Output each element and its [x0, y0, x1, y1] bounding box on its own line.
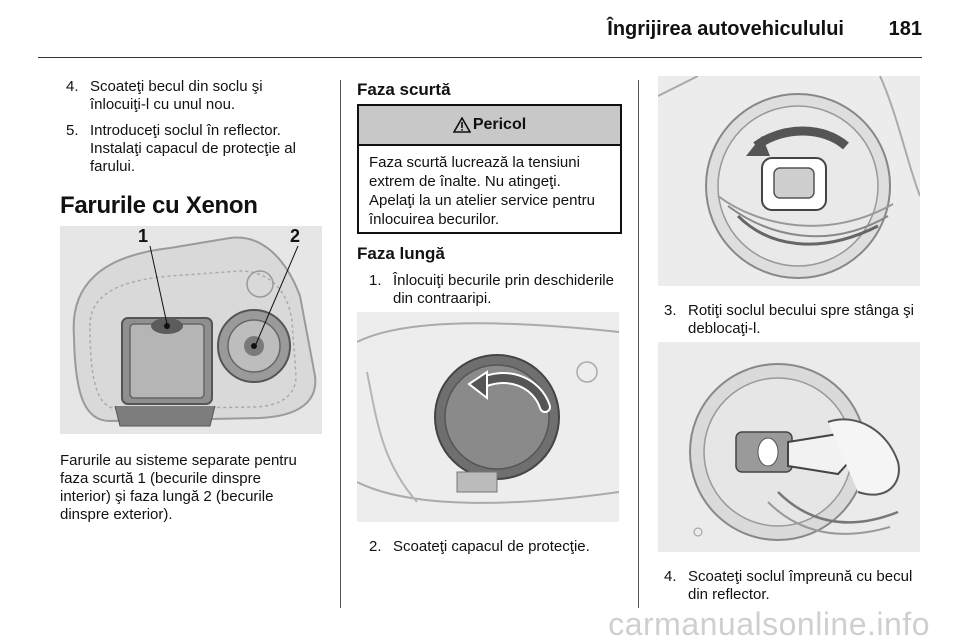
headlamp-illustration: [60, 226, 322, 434]
column-divider-2: [638, 80, 639, 608]
section-title-low-beam: Faza scurtă: [357, 80, 451, 99]
socket-rotate-figure: [658, 76, 920, 286]
danger-warning-box: [357, 104, 622, 234]
figure-label-1: 1: [138, 226, 149, 246]
section-title-high-beam: Faza lungă: [357, 244, 445, 263]
section-title-xenon: Farurile cu Xenon: [60, 192, 258, 219]
column-divider-1: [340, 80, 341, 608]
wheel-arch-figure: [357, 312, 619, 522]
socket-remove-figure: [658, 342, 920, 552]
figure-label-2: 2: [290, 226, 301, 246]
wheel-arch-illustration: [357, 312, 619, 522]
page-number: 181: [888, 18, 922, 40]
site-watermark: carmanualsonline.info: [608, 606, 930, 642]
header-rule: [38, 57, 922, 58]
xenon-description: Farurile au sisteme separate pentru faza scurtă 1 (becurile dinspre interior) şi faza lungă 2 (becurile dinspre exterior).: [60, 452, 297, 523]
chapter-title: Îngrijirea autovehiculului: [607, 18, 844, 40]
warning-triangle-icon: [453, 117, 471, 133]
warning-text: Faza scurtă lucrează la tensiuni extrem de înalte. Nu atingeţi. Apelaţi la un atelier service pentru înlocuirea becurilor.: [369, 154, 595, 228]
socket-remove-illustration: [658, 342, 920, 552]
warning-header: [359, 106, 620, 146]
page-header: [0, 0, 960, 62]
headlamp-figure: [60, 226, 322, 434]
socket-rotate-illustration: [658, 76, 920, 286]
warning-title: Pericol: [472, 116, 527, 133]
